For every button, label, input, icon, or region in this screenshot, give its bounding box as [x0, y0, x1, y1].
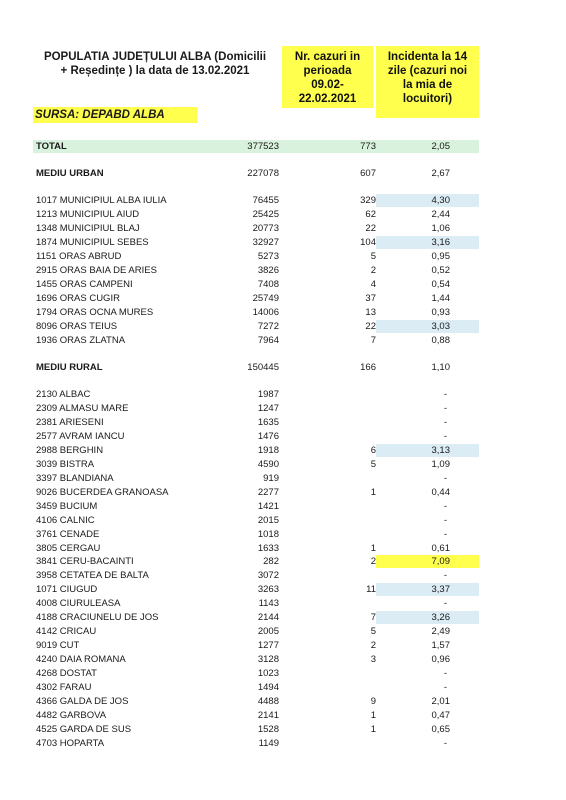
row-name-cell: 4188 CRACIUNELU DE JOS	[36, 612, 159, 623]
row-name-cell: 1874 MUNICIPIUL SEBES	[36, 237, 149, 248]
row-population-cell: 1633	[257, 543, 279, 554]
row-incidence-cell: 2,05	[431, 141, 450, 152]
row-population-cell: 1247	[257, 403, 279, 414]
row-incidence-cell: -	[443, 473, 447, 484]
table-row	[33, 236, 479, 249]
row-name-cell: 1151 ORAS ABRUD	[36, 251, 122, 262]
row-population-cell: 1494	[257, 682, 279, 693]
table-row	[33, 723, 479, 736]
table-row	[33, 709, 479, 722]
row-cases-cell: 166	[360, 362, 376, 373]
row-name-cell: 2915 ORAS BAIA DE ARIES	[36, 265, 157, 276]
row-population-cell: 25749	[252, 293, 279, 304]
row-population-cell: 377523	[247, 141, 279, 152]
cases-column-header	[282, 46, 373, 108]
incidence-header-line-2: zile (cazuri noi	[387, 65, 468, 77]
row-cases-cell: 1	[370, 710, 376, 721]
row-incidence-cell: 1,10	[431, 362, 450, 373]
row-population-cell: 14006	[252, 307, 279, 318]
row-name-cell: 4482 GARBOVA	[36, 710, 107, 721]
cases-header-line-3: 09.02-	[311, 79, 344, 91]
row-incidence-cell: 0,65	[431, 724, 450, 735]
row-name-cell: 1794 ORAS OCNA MURES	[36, 307, 154, 318]
incidence-header-line-1: Incidenta la 14	[387, 51, 468, 63]
row-name-cell: 1017 MUNICIPIUL ALBA IULIA	[36, 195, 167, 206]
table-row	[33, 569, 479, 582]
incidence-highlight	[376, 320, 479, 333]
row-incidence-cell: 0,88	[431, 335, 450, 346]
table-row	[33, 194, 479, 207]
row-name-cell: 9019 CUT	[36, 640, 80, 651]
row-incidence-cell: 3,16	[431, 237, 450, 248]
row-population-cell: 282	[263, 556, 279, 567]
row-population-cell: 2144	[257, 612, 279, 623]
row-incidence-cell: 7,09	[431, 556, 450, 567]
row-population-cell: 3128	[257, 654, 279, 665]
table-row	[33, 361, 479, 374]
row-population-cell: 227078	[247, 168, 279, 179]
row-population-cell: 1918	[257, 445, 279, 456]
row-name-cell: 3459 BUCIUM	[36, 501, 98, 512]
row-population-cell: 4488	[257, 696, 279, 707]
row-population-cell: 76455	[252, 195, 279, 206]
table-row	[33, 334, 479, 347]
row-name-cell: 4366 GALDA DE JOS	[36, 696, 129, 707]
row-incidence-cell: -	[443, 529, 447, 540]
table-row	[33, 264, 479, 277]
row-cases-cell: 2	[370, 265, 376, 276]
row-population-cell: 3826	[257, 265, 279, 276]
row-name-cell: 4703 HOPARTA	[36, 738, 105, 749]
row-incidence-cell: -	[443, 738, 447, 749]
row-cases-cell: 773	[360, 141, 376, 152]
row-name-cell: 3397 BLANDIANA	[36, 473, 114, 484]
incidence-highlight	[376, 555, 479, 568]
row-incidence-cell: -	[443, 431, 447, 442]
row-name-cell: 4268 DOSTAT	[36, 668, 97, 679]
cases-header-line-1: Nr. cazuri in	[294, 51, 361, 63]
table-row	[33, 486, 479, 499]
row-incidence-cell: 3,26	[431, 612, 450, 623]
row-cases-cell: 329	[360, 195, 376, 206]
row-incidence-cell: 0,52	[431, 265, 450, 276]
row-population-cell: 25425	[252, 209, 279, 220]
row-cases-cell: 1	[370, 543, 376, 554]
row-incidence-cell: -	[443, 682, 447, 693]
table-row	[33, 292, 479, 305]
row-incidence-cell: 0,95	[431, 251, 450, 262]
table-row	[33, 208, 479, 221]
table-row	[33, 444, 479, 457]
row-incidence-cell: 2,44	[431, 209, 450, 220]
row-incidence-cell: 0,54	[431, 279, 450, 290]
row-name-cell: 1348 MUNICIPIUL BLAJ	[36, 223, 140, 234]
table-row	[33, 167, 479, 180]
row-population-cell: 7408	[257, 279, 279, 290]
row-name-cell: 4525 GARDA DE SUS	[36, 724, 132, 735]
row-name-cell: 2988 BERGHIN	[36, 445, 104, 456]
row-cases-cell: 5	[370, 459, 376, 470]
row-population-cell: 1023	[257, 668, 279, 679]
table-row	[33, 388, 479, 401]
table-row	[33, 653, 479, 666]
row-cases-cell: 22	[365, 321, 376, 332]
row-cases-cell: 13	[365, 307, 376, 318]
row-name-cell: 1071 CIUGUD	[36, 584, 98, 595]
incidence-header-line-4: locuitori)	[402, 93, 453, 105]
row-incidence-cell: -	[443, 389, 447, 400]
row-incidence-cell: 1,57	[431, 640, 450, 651]
row-cases-cell: 5	[370, 626, 376, 637]
table-row	[33, 639, 479, 652]
row-population-cell: 1277	[257, 640, 279, 651]
row-population-cell: 4590	[257, 459, 279, 470]
row-cases-cell: 2	[370, 556, 376, 567]
row-incidence-cell: 0,44	[431, 487, 450, 498]
row-population-cell: 1421	[257, 501, 279, 512]
row-incidence-cell: 4,30	[431, 195, 450, 206]
row-name-cell: TOTAL	[36, 141, 67, 152]
row-name-cell: 9026 BUCERDEA GRANOASA	[36, 487, 169, 498]
row-cases-cell: 2	[370, 640, 376, 651]
row-population-cell: 32927	[252, 237, 279, 248]
row-population-cell: 7964	[257, 335, 279, 346]
table-row	[33, 597, 479, 610]
row-name-cell: 3039 BISTRA	[36, 459, 95, 470]
row-name-cell: 4008 CIURULEASA	[36, 598, 121, 609]
row-population-cell: 7272	[257, 321, 279, 332]
row-population-cell: 20773	[252, 223, 279, 234]
table-row	[33, 222, 479, 235]
row-incidence-cell: 3,13	[431, 445, 450, 456]
row-name-cell: 3841 CERU-BACAINTI	[36, 556, 134, 567]
row-population-cell: 919	[263, 473, 279, 484]
table-row	[33, 625, 479, 638]
table-row	[33, 458, 479, 471]
incidence-column-header	[376, 46, 479, 118]
row-incidence-cell: -	[443, 515, 447, 526]
row-name-cell: 3958 CETATEA DE BALTA	[36, 570, 149, 581]
incidence-highlight	[376, 611, 479, 624]
row-name-cell: 2130 ALBAC	[36, 389, 91, 400]
table-row	[33, 695, 479, 708]
table-row	[33, 514, 479, 527]
row-incidence-cell: -	[443, 598, 447, 609]
cases-header-line-2: perioada	[303, 65, 352, 77]
row-name-cell: 1936 ORAS ZLATNA	[36, 335, 126, 346]
row-population-cell: 3263	[257, 584, 279, 595]
row-cases-cell: 3	[370, 654, 376, 665]
document-title	[30, 50, 280, 78]
cases-header-line-4: 22.02.2021	[298, 93, 357, 105]
table-row	[33, 472, 479, 485]
row-cases-cell: 1	[370, 724, 376, 735]
row-cases-cell: 9	[370, 696, 376, 707]
row-name-cell: 4106 CALNIC	[36, 515, 95, 526]
row-name-cell: 3761 CENADE	[36, 529, 100, 540]
row-population-cell: 2141	[257, 710, 279, 721]
incidence-highlight	[376, 236, 479, 249]
row-population-cell: 1987	[257, 389, 279, 400]
row-cases-cell: 4	[370, 279, 376, 290]
row-incidence-cell: 1,44	[431, 293, 450, 304]
row-name-cell: 2309 ALMASU MARE	[36, 403, 129, 414]
table-row	[33, 667, 479, 680]
row-cases-cell: 1	[370, 487, 376, 498]
table-row	[33, 611, 479, 624]
row-incidence-cell: 2,01	[431, 696, 450, 707]
row-population-cell: 5273	[257, 251, 279, 262]
row-incidence-cell: -	[443, 668, 447, 679]
row-name-cell: 4302 FARAU	[36, 682, 92, 693]
table-row	[33, 416, 479, 429]
table-row	[33, 542, 479, 555]
row-incidence-cell: -	[443, 417, 447, 428]
row-incidence-cell: 3,37	[431, 584, 450, 595]
row-name-cell: MEDIU RURAL	[36, 362, 103, 373]
source-label: SURSA: DEPABD ALBA	[33, 107, 197, 123]
row-cases-cell: 607	[360, 168, 376, 179]
table-row	[33, 430, 479, 443]
row-incidence-cell: 0,93	[431, 307, 450, 318]
row-cases-cell: 6	[370, 445, 376, 456]
row-incidence-cell: 0,47	[431, 710, 450, 721]
row-incidence-cell: -	[443, 403, 447, 414]
row-name-cell: 1455 ORAS CAMPENI	[36, 279, 133, 290]
row-name-cell: 1696 ORAS CUGIR	[36, 293, 120, 304]
row-cases-cell: 62	[365, 209, 376, 220]
row-population-cell: 1149	[258, 738, 279, 749]
table-row	[33, 737, 479, 750]
row-name-cell: 4240 DAIA ROMANA	[36, 654, 126, 665]
row-name-cell: 2577 AVRAM IANCU	[36, 431, 125, 442]
row-population-cell: 2015	[257, 515, 279, 526]
row-name-cell: 8096 ORAS TEIUS	[36, 321, 118, 332]
table-row	[33, 140, 479, 153]
row-population-cell: 1476	[257, 431, 279, 442]
row-population-cell: 1018	[257, 529, 279, 540]
table-row	[33, 306, 479, 319]
table-row	[33, 402, 479, 415]
row-cases-cell: 7	[370, 335, 376, 346]
row-incidence-cell: 2,67	[431, 168, 450, 179]
table-row	[33, 528, 479, 541]
table-row	[33, 250, 479, 263]
row-cases-cell: 37	[365, 293, 376, 304]
row-cases-cell: 104	[360, 237, 376, 248]
row-incidence-cell: 3,03	[431, 321, 450, 332]
incidence-highlight	[376, 194, 479, 207]
row-population-cell: 2277	[257, 487, 279, 498]
row-name-cell: 3805 CERGAU	[36, 543, 101, 554]
row-name-cell: 4142 CRICAU	[36, 626, 97, 637]
incidence-highlight	[376, 444, 479, 457]
row-population-cell: 2005	[257, 626, 279, 637]
row-name-cell: 1213 MUNICIPIUL AIUD	[36, 209, 140, 220]
row-cases-cell: 11	[366, 584, 376, 595]
row-cases-cell: 22	[365, 223, 376, 234]
row-incidence-cell: 0,96	[431, 654, 450, 665]
table-row	[33, 555, 479, 568]
incidence-header-line-3: la mia de	[402, 79, 453, 91]
row-incidence-cell: 0,61	[431, 543, 450, 554]
row-incidence-cell: -	[443, 570, 447, 581]
row-cases-cell: 7	[370, 612, 376, 623]
row-incidence-cell: 1,06	[431, 223, 450, 234]
title-line-2: + Reședințe ) la data de 13.02.2021	[60, 65, 250, 77]
row-population-cell: 1635	[257, 417, 279, 428]
row-population-cell: 1528	[257, 724, 279, 735]
table-row	[33, 681, 479, 694]
row-cases-cell: 5	[370, 251, 376, 262]
incidence-highlight	[376, 583, 479, 596]
row-population-cell: 150445	[247, 362, 279, 373]
table-row	[33, 278, 479, 291]
row-population-cell: 3072	[257, 570, 279, 581]
row-name-cell: MEDIU URBAN	[36, 168, 104, 179]
row-incidence-cell: -	[443, 501, 447, 512]
title-line-1: POPULATIA JUDEȚULUI ALBA (Domicilii	[43, 51, 267, 63]
row-name-cell: 2381 ARIESENI	[36, 417, 104, 428]
table-row	[33, 500, 479, 513]
row-incidence-cell: 1,09	[431, 459, 450, 470]
row-population-cell: 1143	[258, 598, 279, 609]
table-row	[33, 583, 479, 596]
row-incidence-cell: 2,49	[431, 626, 450, 637]
table-row	[33, 320, 479, 333]
